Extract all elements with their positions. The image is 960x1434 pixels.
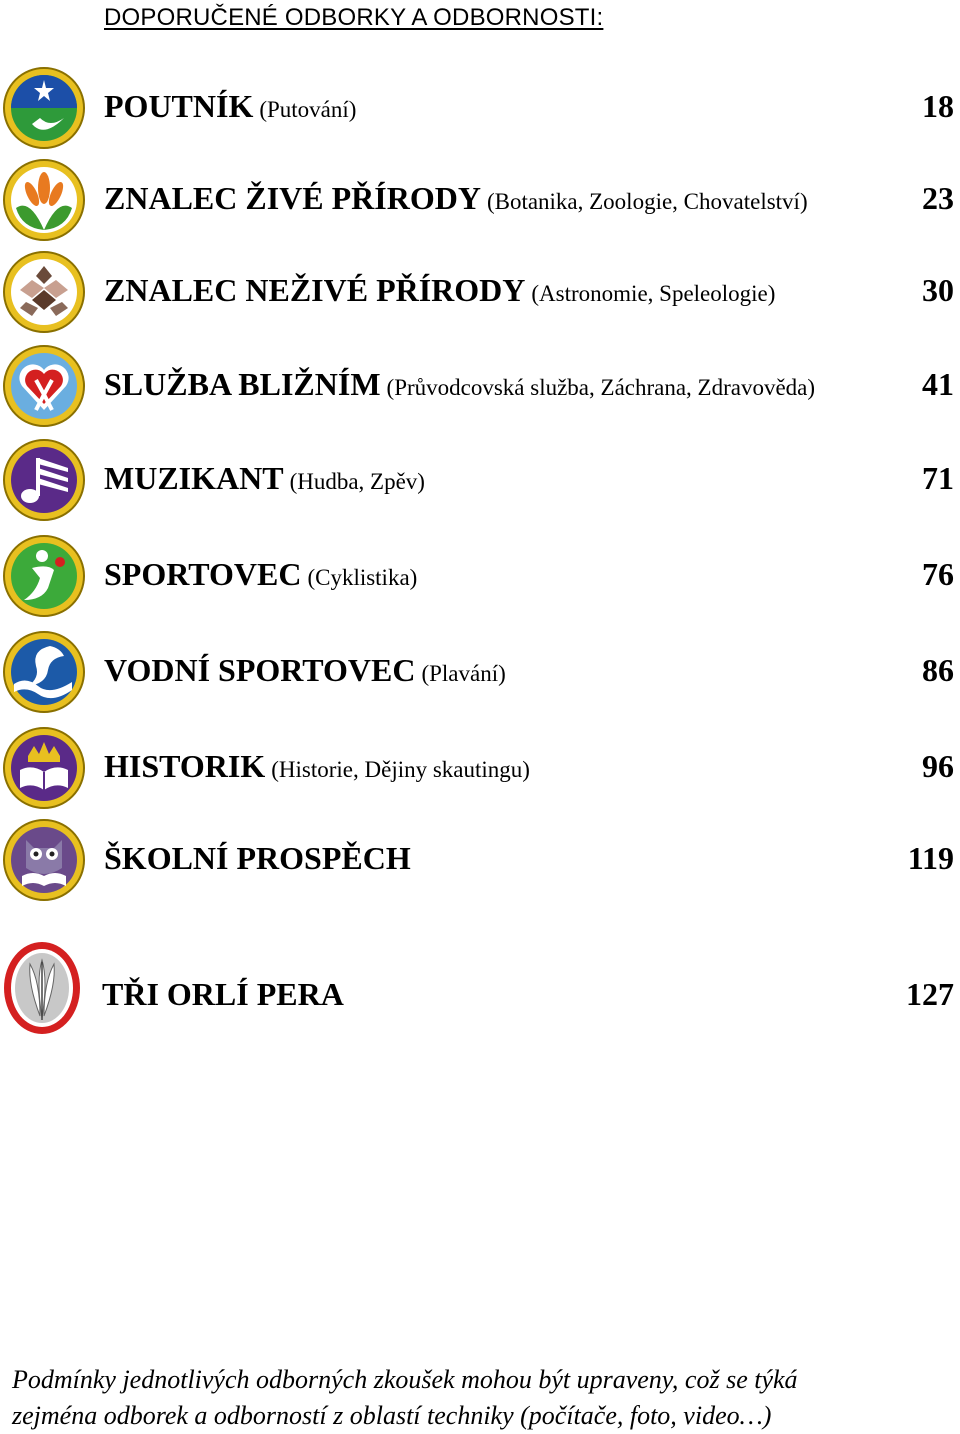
- pilgrim-badge-icon: [2, 66, 86, 150]
- nature-badge-icon: [2, 158, 86, 242]
- swimmer-badge-icon: [2, 630, 86, 714]
- item-subtitle: (Cyklistika): [307, 565, 418, 590]
- item-page-number: 96: [922, 748, 954, 784]
- list-item: [0, 158, 960, 248]
- item-subtitle: (Botanika, Zoologie, Chovatelství): [486, 189, 808, 214]
- item-title: VODNÍ SPORTOVEC: [104, 652, 416, 688]
- item-page-number: 86: [922, 652, 954, 688]
- list-item: [0, 66, 960, 156]
- item-title: ZNALEC ŽIVÉ PŘÍRODY: [104, 180, 481, 216]
- item-subtitle: (Hudba, Zpěv): [289, 469, 425, 494]
- footer-note: [12, 1362, 952, 1434]
- page-heading: DOPORUČENÉ ODBORKY A ODBORNOSTI:: [104, 4, 604, 31]
- list-item: [0, 250, 960, 340]
- service-badge-icon: [2, 344, 86, 428]
- footer-line: Podmínky jednotlivých odborných zkoušek mohou být upraveny, což se týká: [12, 1365, 798, 1394]
- owl-badge-icon: [2, 818, 86, 902]
- list-item: [0, 534, 960, 624]
- item-title: SLUŽBA BLIŽNÍM: [104, 366, 381, 402]
- item-subtitle: (Plavání): [421, 661, 506, 686]
- list-item: [0, 726, 960, 816]
- history-badge-icon: [2, 726, 86, 810]
- list-item: [0, 630, 960, 720]
- item-title: SPORTOVEC: [104, 556, 302, 592]
- item-page-number: 23: [922, 180, 954, 216]
- list-item: [0, 940, 960, 1030]
- cyclist-badge-icon: [2, 534, 86, 618]
- item-subtitle: (Průvodcovská služba, Záchrana, Zdravověda): [386, 375, 816, 400]
- geology-badge-icon: [2, 250, 86, 334]
- item-page-number: 71: [922, 460, 954, 496]
- item-page-number: 18: [922, 88, 954, 124]
- item-title: MUZIKANT: [104, 460, 284, 496]
- list-item: [0, 818, 960, 908]
- list-item: [0, 344, 960, 434]
- item-title: ZNALEC NEŽIVÉ PŘÍRODY: [104, 272, 526, 308]
- item-subtitle: (Putování): [259, 97, 357, 122]
- item-title: TŘI ORLÍ PERA: [102, 976, 344, 1012]
- item-page-number: 127: [906, 976, 954, 1012]
- list-item: [0, 438, 960, 528]
- item-page-number: 30: [922, 272, 954, 308]
- item-title: ŠKOLNÍ PROSPĚCH: [104, 840, 411, 876]
- item-title: POUTNÍK: [104, 88, 254, 124]
- music-badge-icon: [2, 438, 86, 522]
- item-page-number: 41: [922, 366, 954, 402]
- eagle-feathers-badge-icon: [2, 940, 86, 1024]
- item-page-number: 76: [922, 556, 954, 592]
- item-title: HISTORIK: [104, 748, 266, 784]
- item-subtitle: (Historie, Dějiny skautingu): [271, 757, 530, 782]
- item-subtitle: (Astronomie, Speleologie): [531, 281, 776, 306]
- item-page-number: 119: [907, 840, 954, 876]
- footer-line: zejména odborek a odborností z oblastí techniky (počítače, foto, video…): [12, 1401, 772, 1430]
